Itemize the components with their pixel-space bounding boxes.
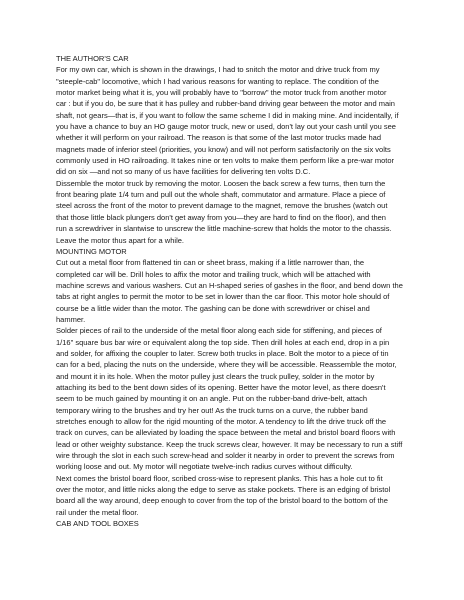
text-line: car : but if you do, be sure that it has pulley and rubber-band driving gear between the motor and main (56, 99, 395, 109)
text-line: over the motor, and little nicks along the edge to serve as stake pockets. There is an edging of bristol (56, 485, 391, 495)
text-line: commonly used in HO railroading. It takes nine or ten volts to make them perform like a pre-war motor (56, 156, 395, 166)
text-line: "steeple-cab" locomotive, which I had various reasons for wanting to replace. The condition of the (56, 76, 379, 86)
text-line: whether it will perform on your railroad. The reason is that some of the last motor trucks made had (56, 133, 382, 143)
text-line: course be a little wider than the motor. The gashing can be done with screwdriver or chisel and (56, 303, 370, 313)
text-line: Next comes the bristol board floor, scribed cross-wise to represent planks. This has a hole cut to fit (56, 473, 383, 483)
text-line: wire through the slot in each such screw-head and solder it nearby in order to prevent the screws from (56, 451, 395, 461)
text-line: completed car will be. Drill holes to affix the motor and trailing truck, which will be attached with (56, 269, 371, 279)
section-heading-mounting-motor: MOUNTING MOTOR (56, 246, 127, 256)
text-line: run a screwdriver in slantwise to unscrew the little machine-screw that holds the motor to the chassis. (56, 224, 392, 234)
text-line: Solder pieces of rail to the underside of the metal floor along each side for stiffening, and pieces of (56, 326, 382, 336)
section-heading-cab-and-tool-boxes: CAB AND TOOL BOXES (56, 519, 139, 529)
text-line: rail under the metal floor. (56, 507, 139, 517)
text-line: track on curves, can be alleviated by loading the space between the metal and bristol board floors with (56, 428, 396, 438)
text-line: you have a chance to buy an HO gauge motor truck, new or used, don't lay out your cash until you see (56, 122, 396, 132)
document-body (56, 53, 416, 529)
text-line: Leave the motor thus apart for a while. (56, 235, 184, 245)
text-line: stretches enough to allow for the rigid mounting of the motor. A tendency to lift the drive truck off the (56, 417, 387, 426)
text-line: motor market being what it is, you will probably have to "borrow" the motor truck from another motor (56, 88, 387, 98)
text-line: and solder, for affixing the coupler to later. Screw both trucks in place. Bolt the motor to a piece of tin (56, 348, 389, 358)
text-line: machine screws and various washers. Cut an H-shaped series of gashes in the floor, and bend down the (56, 280, 403, 290)
text-line: shaft, not gears—that is, if you want to follow the same scheme I did in making mine. And incidentally, if (56, 110, 399, 120)
text-line: attaching its bed to the bent down sides of its opening. Better have the motor level, as there doesn't (56, 382, 386, 392)
text-line: Cut out a metal floor from flattened tin can or sheet brass, making if a little narrower than, the (56, 258, 365, 268)
text-line: Dissemble the motor truck by removing the motor. Loosen the back screw a few turns, then turn the (56, 178, 386, 188)
text-line: can for a bed, placing the nuts on the underside, where they will be accessible. Reassemble the motor, (56, 360, 397, 370)
text-line: working loose and out. My motor will negotiate twelve-inch radius curves without difficulty. (56, 462, 353, 472)
text-line: magnets made of inferior steel (priorities, you know) and will not perform satisfactorily on the six volts (56, 144, 391, 154)
text-line: board all the way around, deep enough to cover from the top of the bristol board to the bottom of the (56, 496, 388, 506)
section-heading-authors-car: THE AUTHOR'S CAR (56, 54, 129, 63)
text-line: tabs at right angles to permit the motor to be set in lower than the car floor. This motor hole should of (56, 292, 390, 302)
text-line: steel across the front of the motor to prevent damage to the magnet, remove the brushes (watch out (56, 201, 388, 211)
text-line: seem to be much gained by mounting it on an angle. Put on the rubber-band drive-belt, attach (56, 394, 368, 404)
text-line: and mount it in its hole. When the motor pulley just clears the truck pulley, solder in the motor by (56, 371, 375, 381)
text-line: hammer. (56, 314, 86, 324)
text-line: that those little black plungers don't get away from you—they are hard to find on the floor), and then (56, 212, 386, 222)
text-line: did on six —and not so many of us have facilities for delivering ten volts D.C. (56, 167, 311, 177)
text-line: lead or other weighty substance. Keep the truck screws clear, however. It may be necessary to run a stiff (56, 439, 403, 449)
text-line: For my own car, which is shown in the drawings, I had to snitch the motor and drive truck from my (56, 65, 380, 75)
text-line: temporary wiring to the brushes and try her out! As the truck turns on a curve, the rubber band (56, 405, 368, 415)
text-line: 1/16" square bus bar wire or equivalent along the top side. Then drill holes at each end, drop in a pin (56, 337, 390, 347)
text-line: front bearing plate 1/4 turn and pull out the whole shaft, commutator and armature. Place a piece of (56, 190, 386, 200)
